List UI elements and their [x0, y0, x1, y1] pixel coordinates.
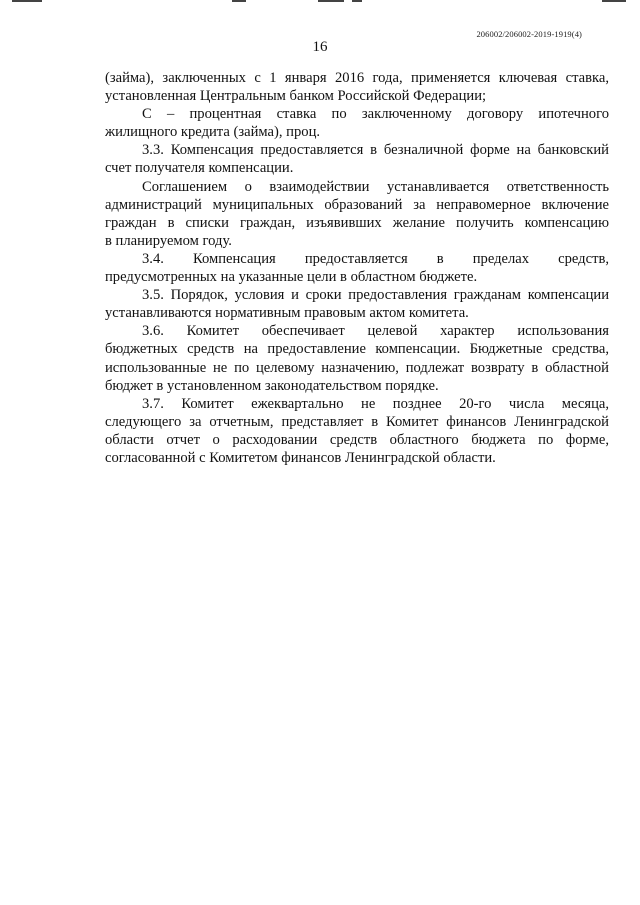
text-line: (займа), заключенных с 1 января 2016 года, применяется ключевая ставка, [105, 70, 609, 86]
text-line: счет получателя компенсации. [105, 160, 294, 177]
document-registration-number: 206002/206002-2019-1919(4) [476, 29, 582, 39]
page-number: 16 [312, 39, 328, 55]
text-line: 3.6. Комитет обеспечивает целевой характер использования [142, 323, 609, 340]
text-line: 3.4. Компенсация предоставляется в пределах средств, [142, 250, 609, 267]
text-line: 3.3. Компенсация предоставляется в безналичной форме на банковский [142, 142, 609, 159]
text-line: С – процентная ставка по заключенному договору ипотечного [142, 106, 609, 123]
paragraph-3-7 [105, 395, 609, 467]
text-line: граждан в списки граждан, изъявивших желание получить компенсацию [105, 214, 609, 231]
paragraph-key-rate [105, 69, 609, 105]
text-line: использованные не по целевому назначению, подлежат возврату в областной [105, 359, 609, 376]
text-line: предусмотренных на указанные цели в областном бюджете. [105, 269, 478, 286]
paragraph-3-4 [105, 250, 609, 286]
text-line: устанавливаются нормативным правовым актом комитета. [105, 305, 469, 322]
text-line: области отчет о расходовании средств областного бюджета по форме, [105, 431, 609, 448]
text-line: 3.7. Комитет ежеквартально не позднее 20-го числа месяца, [142, 395, 609, 412]
text-line: 3.5. Порядок, условия и сроки предоставления гражданам компенсации [142, 287, 609, 304]
paragraph-interest-rate [105, 105, 609, 141]
paragraph-3-5 [105, 286, 609, 322]
paragraph-3-3 [105, 141, 609, 177]
text-line: бюджетных средств на предоставление компенсации. Бюджетные средства, [105, 341, 609, 358]
paragraph-agreement [105, 178, 609, 250]
paragraph-3-6 [105, 322, 609, 394]
text-line: согласованной с Комитетом финансов Ленинградской области. [105, 449, 496, 466]
text-line: жилищного кредита (займа), проц. [105, 124, 321, 141]
scan-edge-marks [0, 0, 640, 4]
text-line: администраций муниципальных образований за неправомерное включение [105, 196, 609, 213]
text-line: Соглашением о взаимодействии устанавливается ответственность [142, 178, 609, 195]
text-line: следующего за отчетным, представляет в Комитет финансов Ленинградской [105, 413, 609, 430]
text-line: бюджет в установленном законодательством порядке. [105, 377, 439, 394]
text-line: в планируемом году. [105, 232, 232, 249]
document-body [105, 69, 609, 467]
text-line: установленная Центральным банком Российской Федерации; [105, 88, 487, 105]
